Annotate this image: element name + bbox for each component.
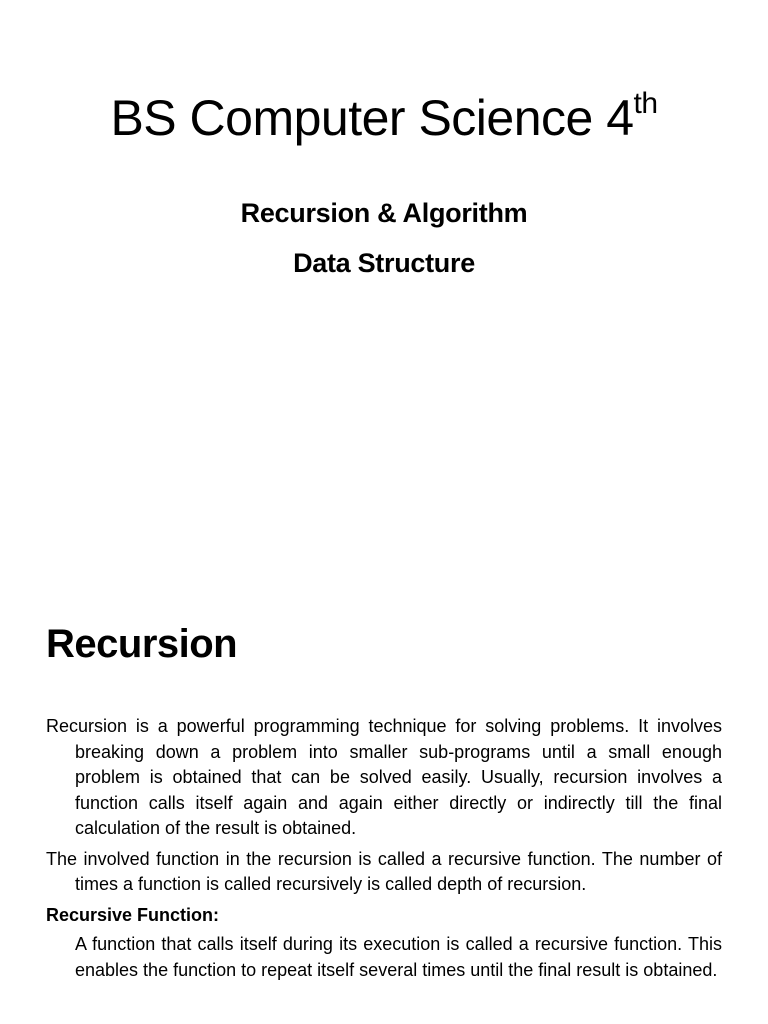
section-body bbox=[46, 714, 722, 983]
subtitle-topic: Recursion & Algorithm bbox=[240, 198, 528, 228]
slide-title-superscript: th bbox=[633, 87, 658, 120]
definition-text: A function that calls itself during its execution is called a recursive function. This enables the function to repeat itself several times until the final result is obtained. bbox=[75, 934, 722, 980]
slide-title-text: BS Computer Science 4 bbox=[110, 90, 634, 146]
subtitle-course: Data Structure bbox=[293, 248, 475, 278]
slide-title bbox=[0, 88, 768, 148]
paragraph-recursive-function: The involved function in the recursion is called a recursive function. The number of times a function is called recursively is called depth of recursion. bbox=[46, 848, 722, 894]
section-heading: Recursion bbox=[46, 622, 238, 666]
paragraph-intro: Recursion is a powerful programming technique for solving problems. It involves breaking down a problem into smaller sub-programs until a small enough problem is obtained that can be solved easily. Usually, recursion involves a function calls itself again and again either directly or indirectly till the final calculation of the result is obtained. bbox=[46, 716, 722, 838]
definition-heading: Recursive Function: bbox=[46, 904, 220, 925]
